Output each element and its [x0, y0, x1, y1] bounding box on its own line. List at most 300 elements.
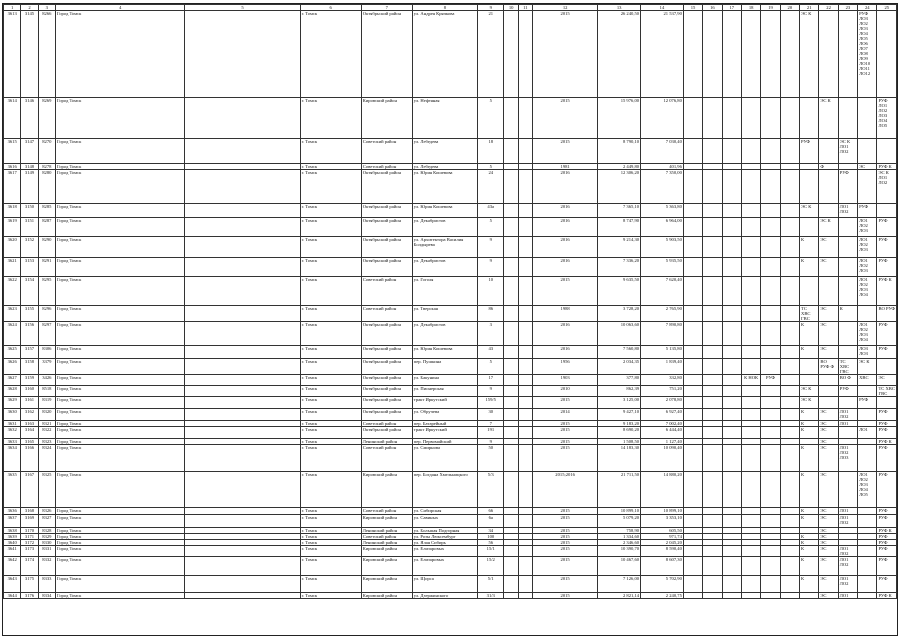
table-cell [877, 397, 897, 409]
table-cell: РУФ [877, 534, 897, 540]
table-cell [780, 218, 799, 237]
table-cell: ул. Декабристов [412, 322, 477, 346]
table-cell [780, 546, 799, 557]
table-cell: 2015 [533, 576, 598, 593]
table-cell: 2015 [533, 540, 598, 546]
table-cell: 3619 [4, 218, 21, 237]
table-cell [518, 409, 532, 421]
table-cell [504, 576, 518, 593]
table-cell: РУФ [858, 397, 877, 409]
table-cell: 8278 [38, 164, 55, 170]
table-cell [683, 237, 702, 258]
column-number: 21 [800, 5, 819, 11]
table-cell: 3174 [21, 557, 38, 576]
table-cell: 8280 [38, 170, 55, 204]
table-cell: 3643 [4, 576, 21, 593]
table-cell: 3165 [21, 439, 38, 445]
table-cell: ЭС К ЛО1 ЛО2 [877, 170, 897, 204]
table-cell: РУФ К [877, 439, 897, 445]
table-cell: ЛО1 ЛО2 ЛО3 [858, 258, 877, 277]
table-cell: РУФ [877, 576, 897, 593]
table-cell [800, 359, 819, 375]
table-cell [504, 409, 518, 421]
table-row [4, 375, 897, 386]
table-cell [722, 306, 741, 322]
table-cell: г. Томск [300, 170, 361, 204]
table-cell: 3172 [21, 540, 38, 546]
table-cell: 7 002,40 [641, 421, 684, 427]
table-cell: 3162 [21, 409, 38, 421]
table-cell: Город Томск [55, 540, 184, 546]
table-cell [683, 11, 702, 98]
table-cell: РУФ К [877, 164, 897, 170]
table-cell: Город Томск [55, 534, 184, 540]
table-cell [185, 139, 300, 164]
table-cell: РУФ [877, 515, 897, 528]
table-cell [518, 557, 532, 576]
table-cell [683, 359, 702, 375]
table-cell [185, 397, 300, 409]
table-cell: 1981 [533, 164, 598, 170]
table-cell: г. Томск [300, 98, 361, 139]
table-cell: 2 045,20 [641, 540, 684, 546]
table-cell: 2015 [533, 421, 598, 427]
table-cell [722, 557, 741, 576]
table-cell: г. Томск [300, 534, 361, 540]
table-cell: 2015 [533, 427, 598, 439]
table-cell: Советский район [361, 306, 412, 322]
table-cell: 7 350,00 [641, 170, 684, 204]
table-cell [703, 359, 722, 375]
table-cell: 7 126,00 [598, 576, 641, 593]
table-cell: РУФ [877, 409, 897, 421]
table-cell [780, 170, 799, 204]
table-cell: 3145 [21, 11, 38, 98]
table-cell: 3628 [4, 386, 21, 397]
table-cell [504, 139, 518, 164]
table-cell [518, 359, 532, 375]
table-cell: Город Томск [55, 472, 184, 508]
table-row [4, 557, 897, 576]
table-cell [761, 557, 780, 576]
table-cell [741, 306, 760, 322]
table-cell: 2015 [533, 277, 598, 306]
table-row [4, 515, 897, 528]
table-row [4, 306, 897, 322]
table-cell [683, 98, 702, 139]
table-cell: тракт Иркутский [412, 397, 477, 409]
table-cell: РУФ [800, 139, 819, 164]
table-cell: 159/5 [477, 397, 504, 409]
table-cell: 7 030,40 [641, 139, 684, 164]
table-cell [722, 322, 741, 346]
table-cell [703, 306, 722, 322]
table-cell: К [800, 540, 819, 546]
table-cell: РУФ К [877, 277, 897, 306]
table-cell: ЭС [819, 576, 838, 593]
table-cell: 3631 [4, 421, 21, 427]
table-cell [819, 204, 838, 218]
table-cell: Город Томск [55, 139, 184, 164]
table-cell: 10 390,70 [598, 546, 641, 557]
table-cell: 3638 [4, 528, 21, 534]
table-cell [703, 98, 722, 139]
table-cell: 8285 [38, 204, 55, 218]
table-cell: г. Томск [300, 508, 361, 515]
table-cell: К [838, 306, 857, 322]
table-cell [185, 409, 300, 421]
table-cell [722, 576, 741, 593]
table-cell [518, 306, 532, 322]
table-row [4, 170, 897, 204]
table-cell [741, 204, 760, 218]
table-cell: 8 607,30 [641, 557, 684, 576]
table-cell [761, 139, 780, 164]
table-cell [703, 346, 722, 359]
table-cell [518, 515, 532, 528]
table-cell: 14 183,30 [598, 445, 641, 472]
table-cell [780, 409, 799, 421]
table-cell: 8326 [38, 508, 55, 515]
table-cell: 100 [477, 534, 504, 540]
table-cell [185, 593, 300, 599]
table-cell: РУФ [838, 170, 857, 204]
table-cell [185, 218, 300, 237]
table-cell: 7 [477, 421, 504, 427]
table-cell [504, 557, 518, 576]
table-cell: ЛОЗ ЛОЗ [858, 346, 877, 359]
table-cell [185, 375, 300, 386]
table-cell: ул. Дзержинского [412, 593, 477, 599]
table-cell: 2015 [533, 98, 598, 139]
table-cell: 3614 [4, 98, 21, 139]
table-cell [819, 11, 838, 98]
table-cell: 8324 [38, 445, 55, 472]
table-cell: 3623 [4, 306, 21, 322]
table-cell: 5 [477, 359, 504, 375]
table-cell [780, 593, 799, 599]
table-cell [838, 98, 857, 139]
table-cell: г. Томск [300, 421, 361, 427]
table-cell: 3626 [4, 359, 21, 375]
table-cell [819, 139, 838, 164]
table-cell: ХВС [858, 375, 877, 386]
column-number: 18 [741, 5, 760, 11]
table-cell [504, 397, 518, 409]
table-cell: 3154 [21, 277, 38, 306]
table-cell: 31/3 [477, 593, 504, 599]
table-cell: 3621 [4, 258, 21, 277]
table-cell: К [800, 421, 819, 427]
table-cell: 9 183,20 [598, 421, 641, 427]
table-cell: Кировский район [361, 576, 412, 593]
table-cell: 3147 [21, 139, 38, 164]
table-cell [819, 170, 838, 204]
column-number: 11 [518, 5, 532, 11]
table-cell [858, 508, 877, 515]
table-cell [722, 277, 741, 306]
table-cell: 332,80 [641, 375, 684, 386]
table-cell [838, 237, 857, 258]
table-cell [504, 346, 518, 359]
table-cell [780, 397, 799, 409]
table-cell [518, 11, 532, 98]
table-cell: 2015 [533, 557, 598, 576]
table-cell: ЭС К [858, 359, 877, 375]
table-cell: Ленинский район [361, 540, 412, 546]
table-cell [504, 218, 518, 237]
table-cell [761, 218, 780, 237]
table-cell: 751,20 [641, 386, 684, 397]
table-cell: ЭС [819, 528, 838, 534]
table-cell [703, 445, 722, 472]
table-cell: 3149 [21, 170, 38, 204]
table-cell: 6 444,40 [641, 427, 684, 439]
table-cell: 8 790,10 [598, 139, 641, 164]
table-cell: 8 690,20 [598, 427, 641, 439]
table-cell [877, 204, 897, 218]
table-cell: ЭС [819, 546, 838, 557]
table-cell: 3624 [4, 322, 21, 346]
table-cell [722, 546, 741, 557]
table-cell: К [800, 472, 819, 508]
table-cell [683, 375, 702, 386]
table-cell [761, 258, 780, 277]
column-number: 3 [38, 5, 55, 11]
column-number: 2 [21, 5, 38, 11]
table-cell: 10 467,60 [598, 557, 641, 576]
table-cell: 5 903,50 [641, 237, 684, 258]
table-cell: ул. Елизаровых [412, 546, 477, 557]
table-cell: г. Томск [300, 397, 361, 409]
table-cell: Город Томск [55, 515, 184, 528]
table-cell: 3639 [4, 534, 21, 540]
table-cell [722, 445, 741, 472]
table-cell: 10 090,40 [641, 445, 684, 472]
table-cell [761, 237, 780, 258]
table-cell [858, 170, 877, 204]
table-cell: К [800, 515, 819, 528]
table-cell [741, 409, 760, 421]
table-cell [185, 258, 300, 277]
table-cell [185, 576, 300, 593]
table-cell: ЭС [819, 421, 838, 427]
table-cell: 3618 [4, 204, 21, 218]
table-cell [722, 237, 741, 258]
table-cell [185, 204, 300, 218]
table-cell: РУФ [877, 427, 897, 439]
table-cell: 7 890,80 [641, 322, 684, 346]
table-cell: г. Томск [300, 546, 361, 557]
table-cell [185, 546, 300, 557]
table-cell: пер. Пушкина [412, 359, 477, 375]
table-cell: 8332 [38, 557, 55, 576]
table-cell [761, 508, 780, 515]
table-cell [504, 546, 518, 557]
table-cell [683, 346, 702, 359]
table-cell: Город Томск [55, 546, 184, 557]
table-row [4, 445, 897, 472]
table-cell: г. Томск [300, 528, 361, 534]
table-row [4, 277, 897, 306]
table-cell [741, 508, 760, 515]
table-cell: Город Томск [55, 528, 184, 534]
table-cell: 3644 [4, 593, 21, 599]
table-cell [780, 445, 799, 472]
table-cell: 3153 [21, 258, 38, 277]
table-cell [185, 277, 300, 306]
table-cell [761, 346, 780, 359]
table-cell [858, 445, 877, 472]
table-cell: г. Томск [300, 515, 361, 528]
table-row [4, 359, 897, 375]
table-cell: Ф [819, 164, 838, 170]
table-cell: 3163 [21, 421, 38, 427]
table-cell: ВО РУФ [877, 306, 897, 322]
table-cell [761, 170, 780, 204]
column-number: 25 [877, 5, 897, 11]
table-cell [800, 98, 819, 139]
table-cell [741, 427, 760, 439]
table-cell [683, 386, 702, 397]
table-cell: Город Томск [55, 397, 184, 409]
table-cell: 6 927,40 [641, 409, 684, 421]
table-cell: 8329 [38, 534, 55, 540]
column-number: 12 [533, 5, 598, 11]
table-cell [780, 508, 799, 515]
table-cell: 7 336,20 [598, 258, 641, 277]
table-cell: Город Томск [55, 170, 184, 204]
table-cell: тракт Иркутский [412, 427, 477, 439]
table-cell: Город Томск [55, 258, 184, 277]
table-cell: 5/1 [477, 576, 504, 593]
table-cell [780, 576, 799, 593]
table-cell [504, 277, 518, 306]
table-cell: 3151 [21, 218, 38, 237]
table-cell: ул. Гоголя [412, 277, 477, 306]
table-cell: пер. Батарейный [412, 421, 477, 427]
table-cell: ЭС [819, 346, 838, 359]
table-cell: 3155 [21, 306, 38, 322]
table-cell [761, 386, 780, 397]
table-cell: 7 365,10 [598, 204, 641, 218]
table-cell: Город Томск [55, 445, 184, 472]
table-cell: 7 560,80 [598, 346, 641, 359]
table-cell: 8323 [38, 439, 55, 445]
column-number: 20 [780, 5, 799, 11]
table-cell: 3169 [21, 515, 38, 528]
table-cell [780, 306, 799, 322]
table-cell: 2015 [533, 528, 598, 534]
table-cell [683, 218, 702, 237]
table-cell [703, 139, 722, 164]
table-cell [858, 409, 877, 421]
table-cell: ТС ХВС ГВС [800, 306, 819, 322]
table-cell: 8327 [38, 515, 55, 528]
table-cell [780, 258, 799, 277]
table-cell: 3156 [21, 322, 38, 346]
table-cell [722, 515, 741, 528]
table-cell: 86 [477, 306, 504, 322]
table-cell: 8 747,90 [598, 218, 641, 237]
table-cell [780, 346, 799, 359]
table-cell [780, 472, 799, 508]
table-cell [683, 508, 702, 515]
table-cell: К НОК [741, 375, 760, 386]
table-cell: К [800, 322, 819, 346]
table-cell: ЭС [819, 557, 838, 576]
table-cell: РУФ [838, 386, 857, 397]
table-cell: Город Томск [55, 237, 184, 258]
table-row [4, 204, 897, 218]
table-cell [877, 139, 897, 164]
table-cell: ул. Бакунина [412, 375, 477, 386]
table-cell: пер. Первомайский [412, 439, 477, 445]
table-cell [722, 204, 741, 218]
table-cell: 2016 [533, 322, 598, 346]
table-cell [741, 346, 760, 359]
table-cell: 12 076,80 [641, 98, 684, 139]
table-cell [722, 359, 741, 375]
table-cell: 1 508,50 [598, 439, 641, 445]
table-cell: Город Томск [55, 11, 184, 98]
table-cell [683, 445, 702, 472]
table-cell [722, 258, 741, 277]
table-cell: ЭС [819, 306, 838, 322]
table-cell: 5/3 [477, 472, 504, 508]
table-cell: ЛО1 ЛО2 [838, 204, 857, 218]
table-cell: Город Томск [55, 359, 184, 375]
table-cell [504, 359, 518, 375]
table-cell [518, 258, 532, 277]
table-cell [800, 218, 819, 237]
table-cell: Город Томск [55, 557, 184, 576]
table-cell [683, 576, 702, 593]
table-row [4, 546, 897, 557]
table-cell: 21 711,50 [598, 472, 641, 508]
table-cell: ЛО1 ЛО2 ЛО3 ЛО4 [858, 277, 877, 306]
table-cell [780, 237, 799, 258]
table-cell [703, 386, 722, 397]
table-cell: ул. Андрея Крячкова [412, 11, 477, 98]
table-cell [761, 576, 780, 593]
table-cell: г. Томск [300, 439, 361, 445]
table-cell: Город Томск [55, 427, 184, 439]
table-cell [858, 576, 877, 593]
table-cell: 3168 [21, 508, 38, 515]
table-cell: ул. Большая Подгорная [412, 528, 477, 534]
table-cell [703, 322, 722, 346]
table-cell: 3170 [21, 528, 38, 534]
table-cell: Октябрьский район [361, 386, 412, 397]
table-cell: Ленинский район [361, 439, 412, 445]
table-cell [518, 98, 532, 139]
table-cell: 8320 [38, 409, 55, 421]
table-cell [780, 427, 799, 439]
table-cell [185, 386, 300, 397]
table-cell: Октябрьский район [361, 427, 412, 439]
table-cell [185, 346, 300, 359]
table-cell: 9 [477, 237, 504, 258]
table-cell: 3158 [21, 359, 38, 375]
table-cell [185, 427, 300, 439]
table-cell [504, 98, 518, 139]
table-cell: К [800, 557, 819, 576]
table-cell: 8290 [38, 237, 55, 258]
table-cell [703, 409, 722, 421]
table-cell: Город Томск [55, 204, 184, 218]
table-cell [683, 427, 702, 439]
